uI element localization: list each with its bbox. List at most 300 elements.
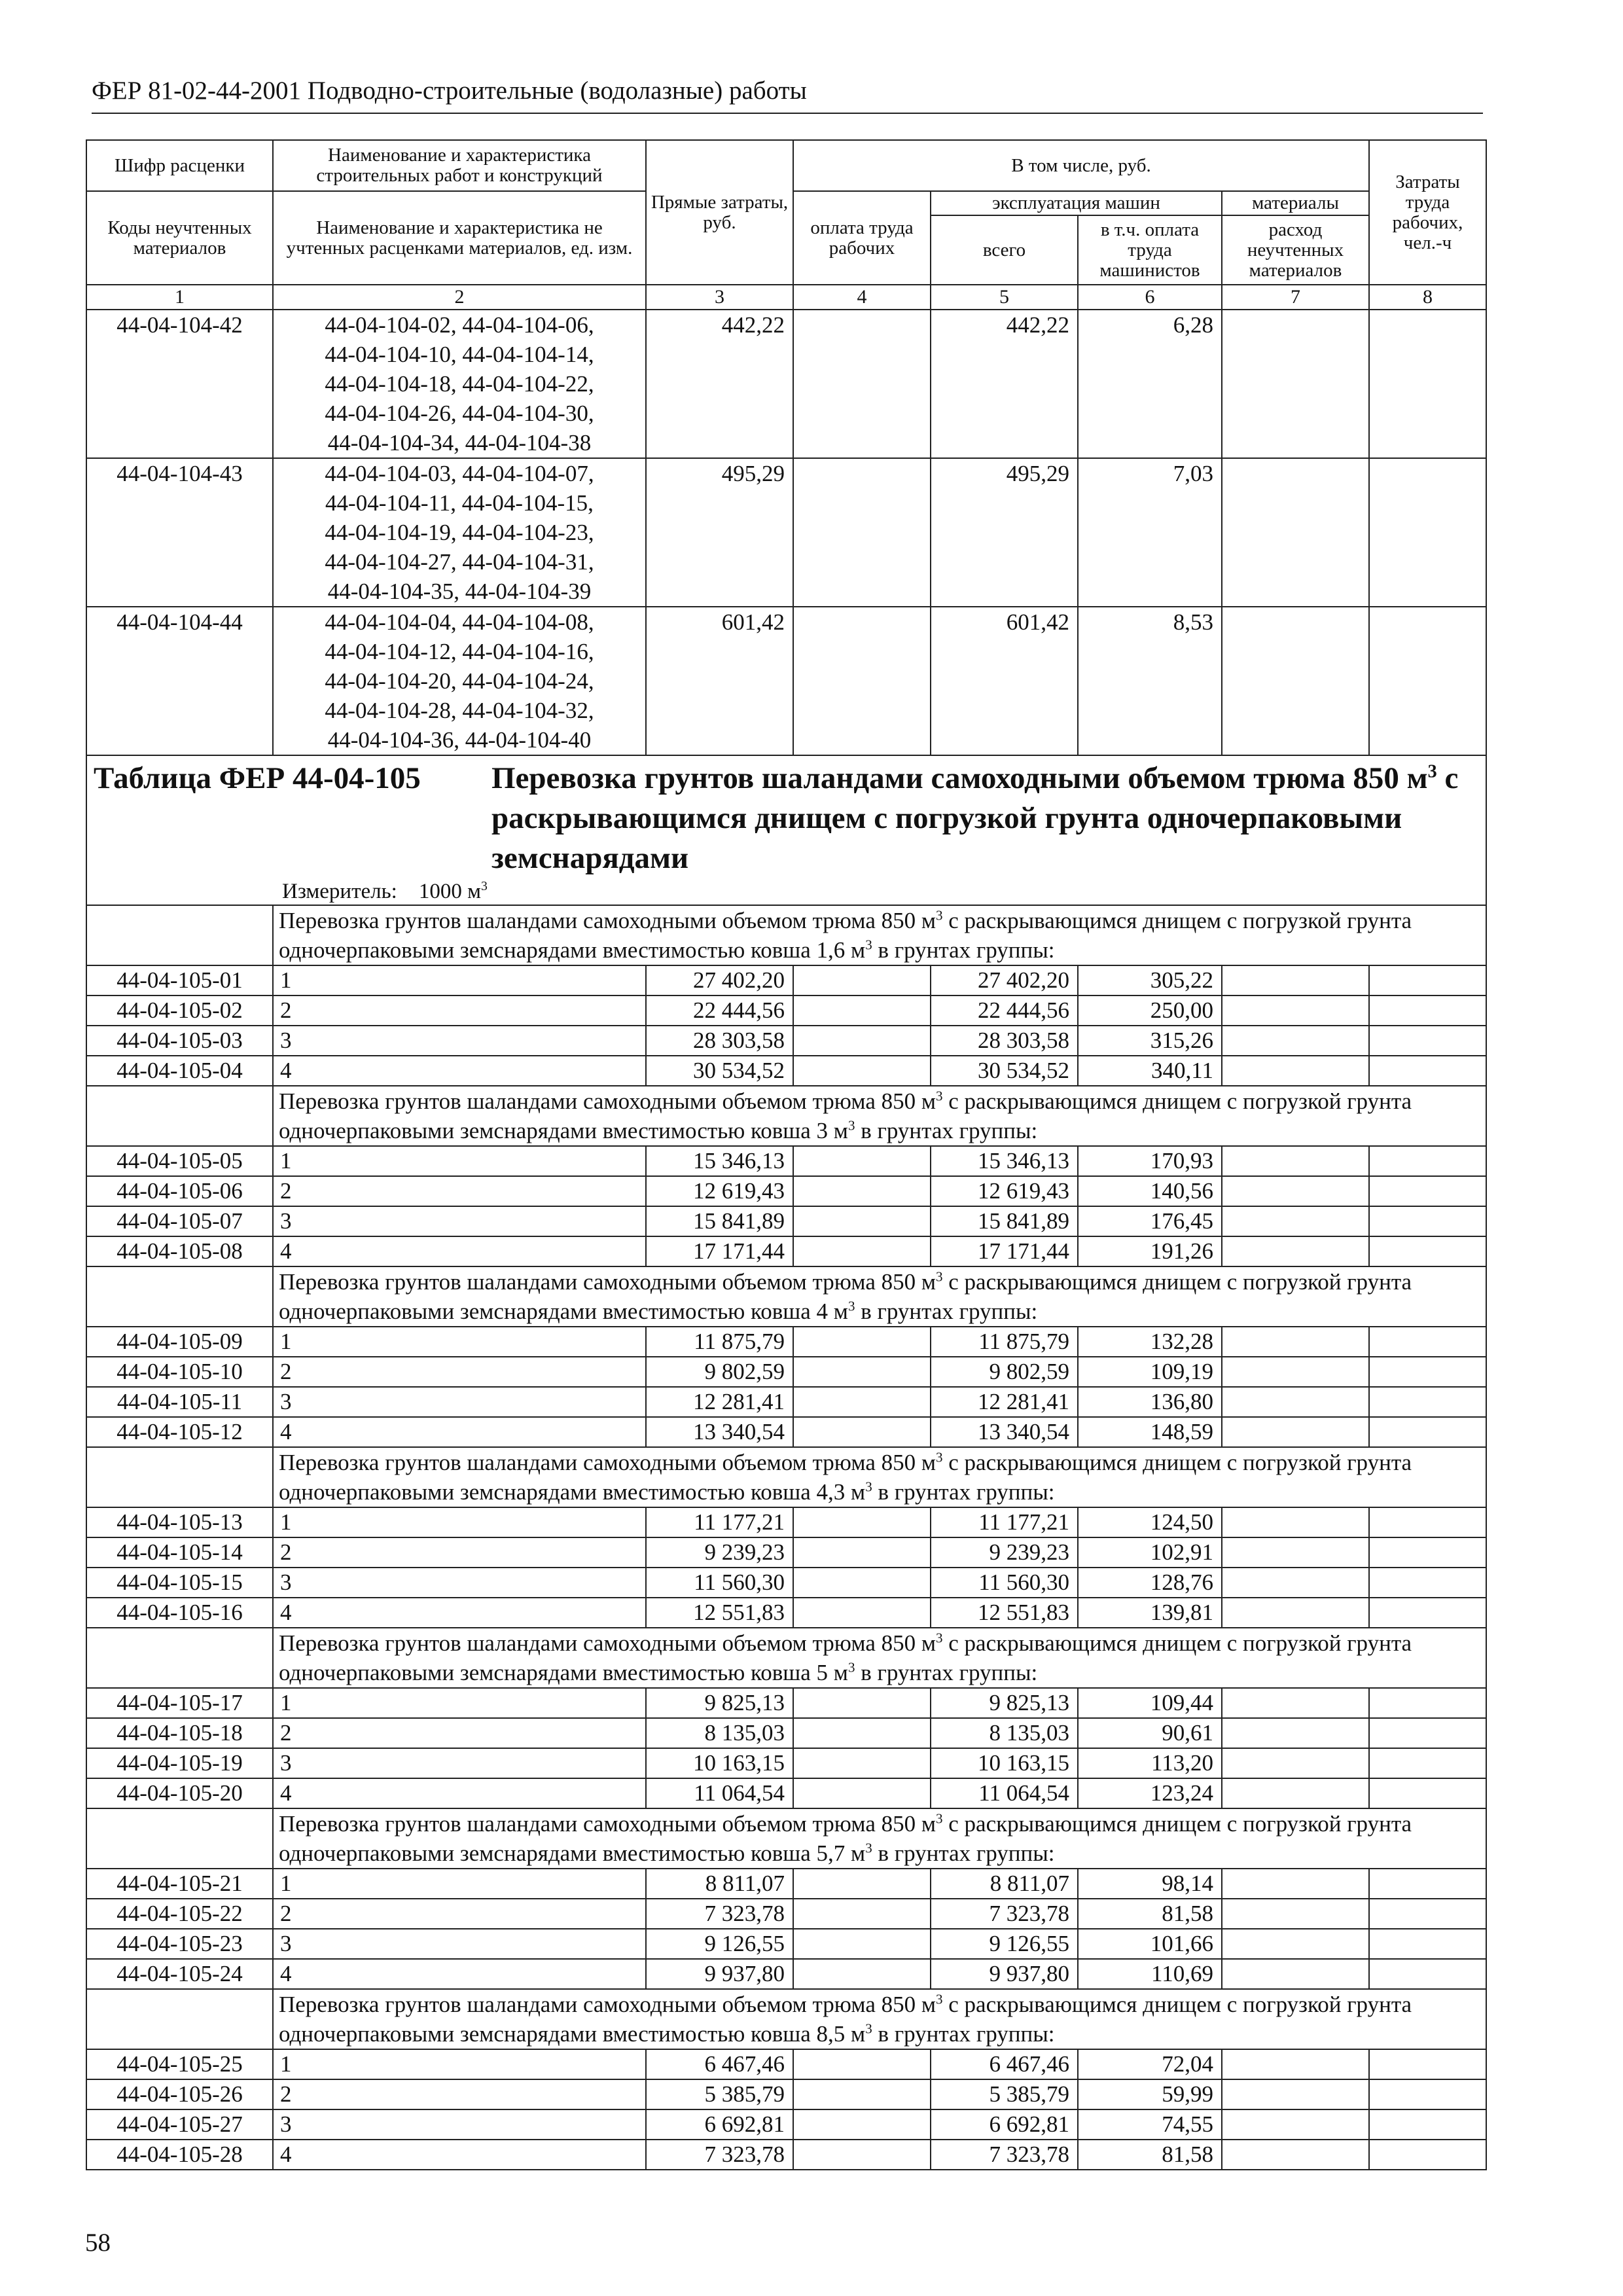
- machinist-pay: 8,53: [1078, 607, 1222, 755]
- list-line: 44-04-104-03, 44-04-104-07,: [325, 461, 594, 486]
- worker-pay: [793, 607, 931, 755]
- worker-pay: [793, 1899, 931, 1929]
- group-header-blank: [86, 1808, 273, 1869]
- materials-cell: [1222, 1387, 1369, 1417]
- section-title-part: Перевозка грунтов шаландами самоходными объемом трюма 850 м: [491, 761, 1428, 795]
- worker-pay: [793, 1417, 931, 1447]
- list-line: 44-04-104-34, 44-04-104-38: [327, 430, 592, 456]
- soil-group: 2: [273, 1899, 646, 1929]
- labor-cell: [1369, 1026, 1486, 1056]
- rate-code: 44-04-105-26: [86, 2079, 273, 2109]
- machines-total: 8 811,07: [931, 1869, 1078, 1899]
- materials-cell: [1222, 310, 1369, 458]
- materials-cell: [1222, 1146, 1369, 1176]
- header-unaccounted-materials: расход неучтенных материалов: [1222, 215, 1369, 285]
- soil-group: 1: [273, 1327, 646, 1357]
- direct-cost: 22 444,56: [646, 996, 793, 1026]
- group-header-row: [86, 1086, 1486, 1146]
- labor-cell: [1369, 310, 1486, 458]
- rate-code: 44-04-105-09: [86, 1327, 273, 1357]
- machines-total: 11 177,21: [931, 1507, 1078, 1537]
- direct-cost: 9 825,13: [646, 1688, 793, 1718]
- soil-group: 2: [273, 2079, 646, 2109]
- direct-cost: 15 841,89: [646, 1206, 793, 1236]
- labor-cell: [1369, 1537, 1486, 1568]
- machines-total: 7 323,78: [931, 1899, 1078, 1929]
- machines-total: 6 467,46: [931, 2049, 1078, 2079]
- machinist-pay: 74,55: [1078, 2109, 1222, 2140]
- rate-code: 44-04-105-24: [86, 1959, 273, 1989]
- rate-code: 44-04-105-03: [86, 1026, 273, 1056]
- group-header-row: [86, 1989, 1486, 2049]
- worker-pay: [793, 2079, 931, 2109]
- column-number: 5: [931, 285, 1078, 310]
- machines-total: 13 340,54: [931, 1417, 1078, 1447]
- worker-pay: [793, 1537, 931, 1568]
- machinist-pay: 98,14: [1078, 1869, 1222, 1899]
- direct-cost: 8 811,07: [646, 1869, 793, 1899]
- materials-cell: [1222, 2109, 1369, 2140]
- soil-group: 2: [273, 996, 646, 1026]
- superscript: 3: [1427, 761, 1437, 782]
- rate-code: 44-04-104-42: [86, 310, 273, 458]
- labor-cell: [1369, 1146, 1486, 1176]
- section-title: [486, 759, 1479, 878]
- superscript: 3: [865, 1479, 872, 1495]
- group-description-part: в грунтах группы:: [872, 1840, 1055, 1866]
- soil-group: 3: [273, 1568, 646, 1598]
- direct-cost: 13 340,54: [646, 1417, 793, 1447]
- superscript: 3: [936, 907, 943, 924]
- labor-cell: [1369, 1417, 1486, 1447]
- machinist-pay: 123,24: [1078, 1778, 1222, 1808]
- direct-cost: 495,29: [646, 458, 793, 607]
- labor-cell: [1369, 1778, 1486, 1808]
- superscript: 3: [936, 1810, 943, 1827]
- soil-group: 4: [273, 2140, 646, 2170]
- rate-code: 44-04-105-22: [86, 1899, 273, 1929]
- table-head: [86, 140, 1486, 310]
- direct-cost: 9 239,23: [646, 1537, 793, 1568]
- direct-cost: 9 126,55: [646, 1929, 793, 1959]
- table-row: [86, 607, 1486, 755]
- rate-code: 44-04-105-25: [86, 2049, 273, 2079]
- page-number: 58: [85, 2229, 111, 2257]
- machinist-pay: 139,81: [1078, 1598, 1222, 1628]
- worker-pay: [793, 310, 931, 458]
- rate-code: 44-04-105-15: [86, 1568, 273, 1598]
- worker-pay: [793, 1718, 931, 1748]
- machinist-pay: 81,58: [1078, 1899, 1222, 1929]
- group-description-part: Перевозка грунтов шаландами самоходными объемом трюма 850 м: [279, 1088, 936, 1114]
- worker-pay: [793, 458, 931, 607]
- materials-cell: [1222, 1357, 1369, 1387]
- worker-pay: [793, 1056, 931, 1086]
- direct-cost: 7 323,78: [646, 1899, 793, 1929]
- direct-cost: 11 064,54: [646, 1778, 793, 1808]
- direct-cost: 17 171,44: [646, 1236, 793, 1266]
- labor-cell: [1369, 2049, 1486, 2079]
- machines-total: 10 163,15: [931, 1748, 1078, 1778]
- soil-group: 1: [273, 1146, 646, 1176]
- list-line: 44-04-104-20, 44-04-104-24,: [325, 668, 594, 694]
- labor-cell: [1369, 1718, 1486, 1748]
- table-row: [86, 1748, 1486, 1778]
- materials-cell: [1222, 1417, 1369, 1447]
- direct-cost: 12 551,83: [646, 1598, 793, 1628]
- labor-cell: [1369, 2140, 1486, 2170]
- table-row: [86, 1146, 1486, 1176]
- table-row: [86, 1417, 1486, 1447]
- measure-label: Измеритель:: [282, 880, 397, 903]
- materials-cell: [1222, 1688, 1369, 1718]
- header-machines-total: всего: [931, 215, 1078, 285]
- list-line: 44-04-104-04, 44-04-104-08,: [325, 609, 594, 635]
- list-line: 44-04-104-12, 44-04-104-16,: [325, 639, 594, 664]
- worker-pay: [793, 2109, 931, 2140]
- direct-cost: 601,42: [646, 607, 793, 755]
- machines-total: 9 802,59: [931, 1357, 1078, 1387]
- group-description-part: с раскрывающимся днищем с погрузкой грунта одночерпаковыми земснарядами вместимостью ковша 4,3 м: [279, 1450, 1412, 1505]
- soil-group: 4: [273, 1417, 646, 1447]
- worker-pay: [793, 996, 931, 1026]
- direct-cost: 8 135,03: [646, 1718, 793, 1748]
- table-row: [86, 965, 1486, 996]
- table-row: [86, 1026, 1486, 1056]
- header-labor: Затраты труда рабочих, чел.-ч: [1369, 140, 1486, 285]
- group-description-part: с раскрывающимся днищем с погрузкой грунта одночерпаковыми земснарядами вместимостью ковша 5,7 м: [279, 1811, 1412, 1866]
- soil-group: 1: [273, 1507, 646, 1537]
- machines-total: 28 303,58: [931, 1026, 1078, 1056]
- materials-cell: [1222, 1899, 1369, 1929]
- materials-cell: [1222, 1718, 1369, 1748]
- group-description-part: в грунтах группы:: [872, 937, 1055, 963]
- column-number: 7: [1222, 285, 1369, 310]
- labor-cell: [1369, 1869, 1486, 1899]
- worker-pay: [793, 1778, 931, 1808]
- group-description-part: с раскрывающимся днищем с погрузкой грунта одночерпаковыми земснарядами вместимостью ковша 4 м: [279, 1269, 1412, 1324]
- group-description-part: в грунтах группы:: [872, 2021, 1055, 2047]
- table-row: [86, 1718, 1486, 1748]
- superscript: 3: [847, 1298, 855, 1314]
- superscript: 3: [936, 1630, 943, 1646]
- machines-total: 22 444,56: [931, 996, 1078, 1026]
- soil-group: 3: [273, 1026, 646, 1056]
- column-number: 6: [1078, 285, 1222, 310]
- labor-cell: [1369, 1598, 1486, 1628]
- rate-code: 44-04-105-20: [86, 1778, 273, 1808]
- direct-cost: 12 619,43: [646, 1176, 793, 1206]
- machinist-pay: 90,61: [1078, 1718, 1222, 1748]
- table-row: [86, 1387, 1486, 1417]
- header-name: Наименование и характеристика строительных работ и конструкций: [273, 140, 646, 191]
- group-description-part: с раскрывающимся днищем с погрузкой грунта одночерпаковыми земснарядами вместимостью ковша 3 м: [279, 1088, 1412, 1143]
- machinist-pay: 7,03: [1078, 458, 1222, 607]
- rate-code: 44-04-105-21: [86, 1869, 273, 1899]
- machines-total: 11 064,54: [931, 1778, 1078, 1808]
- header-worker-pay: оплата труда рабочих: [793, 191, 931, 285]
- worker-pay: [793, 1176, 931, 1206]
- table-row: [86, 2079, 1486, 2109]
- labor-cell: [1369, 1056, 1486, 1086]
- table-row: [86, 1568, 1486, 1598]
- table-row: [86, 1176, 1486, 1206]
- labor-cell: [1369, 1959, 1486, 1989]
- table-row: [86, 2140, 1486, 2170]
- labor-cell: [1369, 1748, 1486, 1778]
- soil-group: 4: [273, 1959, 646, 1989]
- group-header-blank: [86, 905, 273, 965]
- rate-code: 44-04-105-02: [86, 996, 273, 1026]
- labor-cell: [1369, 1507, 1486, 1537]
- worker-pay: [793, 1568, 931, 1598]
- materials-cell: [1222, 1056, 1369, 1086]
- soil-group: 1: [273, 1869, 646, 1899]
- machines-total: 8 135,03: [931, 1718, 1078, 1748]
- machines-total: 12 619,43: [931, 1176, 1078, 1206]
- superscript: 3: [936, 1991, 943, 2007]
- group-description-part: Перевозка грунтов шаландами самоходными объемом трюма 850 м: [279, 908, 936, 933]
- table-row: [86, 458, 1486, 607]
- labor-cell: [1369, 2079, 1486, 2109]
- group-description: [273, 1989, 1486, 2049]
- measure-unit: [94, 878, 1479, 905]
- machines-total: 15 346,13: [931, 1146, 1078, 1176]
- group-description: [273, 1447, 1486, 1507]
- machines-total: 12 281,41: [931, 1387, 1078, 1417]
- list-line: 44-04-104-36, 44-04-104-40: [327, 727, 592, 753]
- labor-cell: [1369, 1929, 1486, 1959]
- materials-cell: [1222, 2140, 1369, 2170]
- machinist-pay: 113,20: [1078, 1748, 1222, 1778]
- header-material-codes: Коды неучтенных материалов: [86, 191, 273, 285]
- worker-pay: [793, 2140, 931, 2170]
- direct-cost: 15 346,13: [646, 1146, 793, 1176]
- superscript: 3: [847, 1659, 855, 1676]
- worker-pay: [793, 1146, 931, 1176]
- list-line: 44-04-104-10, 44-04-104-14,: [325, 342, 594, 367]
- group-description-part: в грунтах группы:: [872, 1479, 1055, 1505]
- superscript: 3: [847, 1117, 855, 1134]
- group-description-part: с раскрывающимся днищем с погрузкой грунта одночерпаковыми земснарядами вместимостью ковша 5 м: [279, 1630, 1412, 1685]
- unaccounted-codes-list: [273, 310, 646, 458]
- group-description-part: Перевозка грунтов шаландами самоходными объемом трюма 850 м: [279, 1630, 936, 1656]
- direct-cost: 6 692,81: [646, 2109, 793, 2140]
- unaccounted-codes-list: [273, 607, 646, 755]
- labor-cell: [1369, 965, 1486, 996]
- table-row: [86, 1507, 1486, 1537]
- machines-total: 27 402,20: [931, 965, 1078, 996]
- worker-pay: [793, 965, 931, 996]
- machinist-pay: 250,00: [1078, 996, 1222, 1026]
- soil-group: 2: [273, 1537, 646, 1568]
- group-description: [273, 1266, 1486, 1327]
- worker-pay: [793, 1206, 931, 1236]
- column-number: 8: [1369, 285, 1486, 310]
- worker-pay: [793, 1869, 931, 1899]
- group-header-row: [86, 1808, 1486, 1869]
- machinist-pay: 6,28: [1078, 310, 1222, 458]
- worker-pay: [793, 1688, 931, 1718]
- machinist-pay: 72,04: [1078, 2049, 1222, 2079]
- machinist-pay: 109,19: [1078, 1357, 1222, 1387]
- group-header-blank: [86, 1266, 273, 1327]
- materials-cell: [1222, 1507, 1369, 1537]
- superscript: 3: [865, 937, 872, 953]
- header-code: Шифр расценки: [86, 140, 273, 191]
- group-header-row: [86, 1447, 1486, 1507]
- table-row: [86, 996, 1486, 1026]
- table-row: [86, 1869, 1486, 1899]
- soil-group: 4: [273, 1598, 646, 1628]
- rate-code: 44-04-104-43: [86, 458, 273, 607]
- materials-cell: [1222, 607, 1369, 755]
- group-description-part: в грунтах группы:: [855, 1299, 1038, 1324]
- section-105-rows: [86, 905, 1486, 2170]
- materials-cell: [1222, 458, 1369, 607]
- machines-total: 9 126,55: [931, 1929, 1078, 1959]
- direct-cost: 6 467,46: [646, 2049, 793, 2079]
- soil-group: 1: [273, 2049, 646, 2079]
- direct-cost: 9 937,80: [646, 1959, 793, 1989]
- section-105-header: [86, 755, 1486, 905]
- worker-pay: [793, 1327, 931, 1357]
- group-description: [273, 905, 1486, 965]
- materials-cell: [1222, 996, 1369, 1026]
- table-row: [86, 1056, 1486, 1086]
- superscript: 3: [865, 1840, 872, 1856]
- direct-cost: 10 163,15: [646, 1748, 793, 1778]
- header-materials: материалы: [1222, 191, 1369, 215]
- machinist-pay: 136,80: [1078, 1387, 1222, 1417]
- unaccounted-codes-list: [273, 458, 646, 607]
- superscript: 3: [936, 1088, 943, 1104]
- worker-pay: [793, 1748, 931, 1778]
- machines-total: 5 385,79: [931, 2079, 1078, 2109]
- labor-cell: [1369, 1899, 1486, 1929]
- worker-pay: [793, 1357, 931, 1387]
- soil-group: 3: [273, 1387, 646, 1417]
- group-header-blank: [86, 1628, 273, 1688]
- group-header-blank: [86, 1086, 273, 1146]
- list-line: 44-04-104-27, 44-04-104-31,: [325, 549, 594, 575]
- soil-group: 2: [273, 1718, 646, 1748]
- column-number-row: [86, 285, 1486, 310]
- machines-total: 7 323,78: [931, 2140, 1078, 2170]
- labor-cell: [1369, 1327, 1486, 1357]
- soil-group: 3: [273, 2109, 646, 2140]
- machines-total: 11 875,79: [931, 1327, 1078, 1357]
- table-row: [86, 1327, 1486, 1357]
- soil-group: 3: [273, 1929, 646, 1959]
- group-description: [273, 1086, 1486, 1146]
- table-row: [86, 1778, 1486, 1808]
- soil-group: 2: [273, 1176, 646, 1206]
- worker-pay: [793, 1929, 931, 1959]
- table-row: [86, 310, 1486, 458]
- machines-total: 601,42: [931, 607, 1078, 755]
- group-description: [273, 1808, 1486, 1869]
- machines-total: 12 551,83: [931, 1598, 1078, 1628]
- direct-cost: 7 323,78: [646, 2140, 793, 2170]
- materials-cell: [1222, 1748, 1369, 1778]
- materials-cell: [1222, 1869, 1369, 1899]
- machines-total: 442,22: [931, 310, 1078, 458]
- machinist-pay: 148,59: [1078, 1417, 1222, 1447]
- machinist-pay: 128,76: [1078, 1568, 1222, 1598]
- group-description-part: в грунтах группы:: [855, 1118, 1038, 1143]
- machinist-pay: 109,44: [1078, 1688, 1222, 1718]
- table-row: [86, 1357, 1486, 1387]
- soil-group: 4: [273, 1236, 646, 1266]
- column-number: 3: [646, 285, 793, 310]
- machines-total: 9 239,23: [931, 1537, 1078, 1568]
- group-description: [273, 1628, 1486, 1688]
- table-row: [86, 1206, 1486, 1236]
- section-label: Таблица ФЕР 44-04-105: [94, 761, 421, 795]
- labor-cell: [1369, 1236, 1486, 1266]
- worker-pay: [793, 1507, 931, 1537]
- direct-cost: 11 875,79: [646, 1327, 793, 1357]
- machinist-pay: 59,99: [1078, 2079, 1222, 2109]
- direct-cost: 11 177,21: [646, 1507, 793, 1537]
- machines-total: 495,29: [931, 458, 1078, 607]
- labor-cell: [1369, 996, 1486, 1026]
- worker-pay: [793, 1026, 931, 1056]
- soil-group: 4: [273, 1778, 646, 1808]
- group-description-part: Перевозка грунтов шаландами самоходными объемом трюма 850 м: [279, 1992, 936, 2017]
- labor-cell: [1369, 458, 1486, 607]
- table-row: [86, 1236, 1486, 1266]
- machinist-pay: 110,69: [1078, 1959, 1222, 1989]
- group-header-blank: [86, 1447, 273, 1507]
- table-row: [86, 1688, 1486, 1718]
- list-line: 44-04-104-02, 44-04-104-06,: [325, 312, 594, 338]
- labor-cell: [1369, 2109, 1486, 2140]
- rate-code: 44-04-105-06: [86, 1176, 273, 1206]
- list-line: 44-04-104-35, 44-04-104-39: [327, 579, 592, 604]
- materials-cell: [1222, 2079, 1369, 2109]
- materials-cell: [1222, 1537, 1369, 1568]
- worker-pay: [793, 1236, 931, 1266]
- direct-cost: 11 560,30: [646, 1568, 793, 1598]
- rate-code: 44-04-105-13: [86, 1507, 273, 1537]
- rate-code: 44-04-105-17: [86, 1688, 273, 1718]
- rate-code: 44-04-105-10: [86, 1357, 273, 1387]
- direct-cost: 9 802,59: [646, 1357, 793, 1387]
- group-description-part: в грунтах группы:: [855, 1660, 1038, 1685]
- table-row: [86, 2109, 1486, 2140]
- column-number: 1: [86, 285, 273, 310]
- materials-cell: [1222, 1778, 1369, 1808]
- machinist-pay: 101,66: [1078, 1929, 1222, 1959]
- materials-cell: [1222, 1929, 1369, 1959]
- rate-code: 44-04-105-28: [86, 2140, 273, 2170]
- machinist-pay: 305,22: [1078, 965, 1222, 996]
- materials-cell: [1222, 1176, 1369, 1206]
- materials-cell: [1222, 1327, 1369, 1357]
- previous-table-rows: [86, 310, 1486, 755]
- header-direct-cost: Прямые затраты, руб.: [646, 140, 793, 285]
- machines-total: 17 171,44: [931, 1236, 1078, 1266]
- soil-group: 4: [273, 1056, 646, 1086]
- soil-group: 1: [273, 1688, 646, 1718]
- rate-code: 44-04-105-14: [86, 1537, 273, 1568]
- rate-code: 44-04-104-44: [86, 607, 273, 755]
- list-line: 44-04-104-28, 44-04-104-32,: [325, 698, 594, 723]
- group-description-part: Перевозка грунтов шаландами самоходными объемом трюма 850 м: [279, 1269, 936, 1295]
- group-header-row: [86, 1628, 1486, 1688]
